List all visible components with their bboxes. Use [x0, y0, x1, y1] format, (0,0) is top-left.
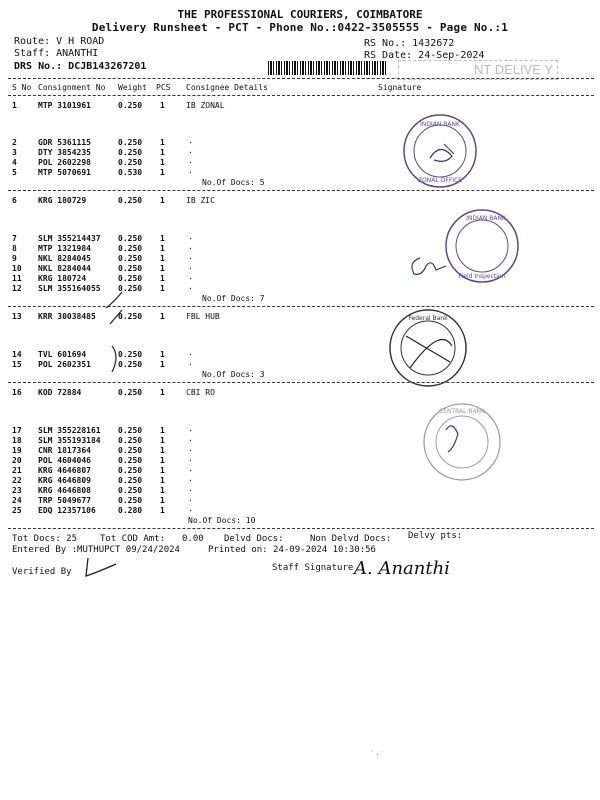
row-pcs: 1 — [160, 466, 165, 475]
row-sno: 9 — [12, 254, 17, 263]
row-mark: . — [188, 136, 193, 145]
row-pcs: 1 — [160, 486, 165, 495]
header-rule-top — [8, 78, 594, 79]
stamp-text-zonal-office: ZONAL OFFICE — [417, 177, 463, 184]
row-sno: 21 — [12, 466, 22, 475]
stamp-text-indian-bank-2: INDIAN BANK — [466, 215, 506, 222]
staff-label: Staff: ANANTHI — [14, 48, 99, 59]
row-sno: 3 — [12, 148, 17, 157]
row-consignment: SLM 355214437 — [38, 234, 101, 243]
row-consignment: SLM 355193184 — [38, 436, 101, 445]
row-pcs: 1 — [160, 506, 165, 515]
row-sno: 14 — [12, 350, 22, 359]
federal-bank-stamp — [380, 306, 480, 390]
consignee-name: FBL HUB — [186, 312, 220, 321]
row-consignment: EDQ 12357106 — [38, 506, 96, 515]
row-weight: 0.250 — [118, 234, 143, 243]
row-sno: 22 — [12, 476, 22, 485]
row-weight: 0.250 — [118, 284, 143, 293]
row-mark: . — [188, 474, 193, 483]
consignee-name: IB ZIC — [186, 196, 215, 205]
staff-handwritten-signature — [352, 552, 486, 582]
row-consignment: NKL 8284044 — [38, 264, 91, 273]
non-delivered-docs: Non Delvd Docs: — [310, 534, 392, 544]
docs-count: No.Of Docs: 5 — [202, 178, 265, 187]
staff-sign-name: A. Ananthi — [354, 558, 450, 579]
row-pcs: 1 — [160, 158, 165, 167]
row-sno: 12 — [12, 284, 22, 293]
stamp-text-federal-bank: Federal Bank — [408, 315, 448, 322]
row-pcs: 1 — [160, 264, 165, 273]
row-mark: . — [188, 464, 193, 473]
row-sno: 24 — [12, 496, 22, 505]
row-pcs: 1 — [160, 350, 165, 359]
row-sno: 8 — [12, 244, 17, 253]
row-weight: 0.250 — [118, 426, 143, 435]
printed-on: Printed on: 24-09-2024 10:30:56 — [208, 545, 376, 555]
row-sno: 7 — [12, 234, 17, 243]
row-sno: 18 — [12, 436, 22, 445]
verified-by: Verified By — [12, 567, 72, 577]
docs-count: No.Of Docs: 3 — [202, 370, 265, 379]
row-consignment: TRP 5049677 — [38, 496, 91, 505]
row-mark: . — [188, 358, 193, 367]
row-mark: . — [188, 232, 193, 241]
row-sno: 19 — [12, 446, 22, 455]
row-pcs: 1 — [160, 244, 165, 253]
row-pcs: 1 — [160, 426, 165, 435]
delivery-stamp-ghost: NT DELIVE Y — [398, 60, 558, 80]
row-consignment: POL 2602298 — [38, 158, 91, 167]
row-consignment: SLM 355164055 — [38, 284, 101, 293]
header-rule-bottom — [8, 95, 594, 96]
row-mark: . — [188, 504, 193, 513]
row-pcs: 1 — [160, 360, 165, 369]
row-weight: 0.250 — [118, 476, 143, 485]
delivery-points: Delvy pts: — [408, 531, 463, 541]
row-consignment: POL 4604046 — [38, 456, 91, 465]
col-weight: Weight — [118, 83, 147, 92]
row-sno: 16 — [12, 388, 22, 397]
row-weight: 0.250 — [118, 436, 143, 445]
field-signature — [406, 252, 450, 280]
row-sno: 17 — [12, 426, 22, 435]
row-consignment: KRG 4646808 — [38, 486, 91, 495]
row-weight: 0.250 — [118, 138, 143, 147]
indian-bank-zonal-stamp — [394, 112, 486, 190]
row-pcs: 1 — [160, 476, 165, 485]
row-weight: 0.250 — [118, 466, 143, 475]
docs-count: No.Of Docs: 7 — [202, 294, 265, 303]
row-consignment: SLM 355228161 — [38, 426, 101, 435]
row-consignment: POL 2602351 — [38, 360, 91, 369]
row-consignment: NKL 8284045 — [38, 254, 91, 263]
tick-mark — [108, 306, 126, 326]
row-pcs: 1 — [160, 168, 165, 177]
row-pcs: 1 — [160, 234, 165, 243]
row-mark: . — [188, 454, 193, 463]
rs-number: RS No.: 1432672 — [364, 38, 455, 49]
row-consignment: KRG 4646809 — [38, 476, 91, 485]
row-consignment: MTP 1321984 — [38, 244, 91, 253]
row-pcs: 1 — [160, 388, 165, 397]
row-pcs: 1 — [160, 148, 165, 157]
runsheet-subtitle: Delivery Runsheet - PCT - Phone No.:0422-3505555 - Page No.:1 — [91, 21, 509, 34]
verified-signature — [82, 556, 122, 582]
row-consignment: MTP 3101961 — [38, 101, 91, 110]
row-weight: 0.250 — [118, 312, 143, 321]
row-mark: . — [188, 166, 193, 175]
row-weight: 0.250 — [118, 264, 143, 273]
barcode — [268, 61, 388, 75]
row-pcs: 1 — [160, 101, 165, 110]
consignee-name: CBI RO — [186, 388, 215, 397]
row-pcs: 1 — [160, 138, 165, 147]
docs-count: No.Of Docs: 10 — [188, 516, 256, 525]
col-pcs: PCS — [156, 83, 171, 92]
entered-by: Entered By :MUTHUPCT 09/24/2024 — [12, 545, 180, 555]
row-mark: . — [188, 252, 193, 261]
central-bank-stamp — [416, 400, 508, 484]
row-pcs: 1 — [160, 446, 165, 455]
row-weight: 0.250 — [118, 496, 143, 505]
row-consignment: KRG 4646807 — [38, 466, 91, 475]
row-weight: 0.250 — [118, 148, 143, 157]
row-pcs: 1 — [160, 254, 165, 263]
total-cod-label: Tot COD Amt: — [100, 534, 166, 544]
row-mark: . — [188, 146, 193, 155]
row-pcs: 1 — [160, 284, 165, 293]
row-pcs: 1 — [160, 496, 165, 505]
row-pcs: 1 — [160, 274, 165, 283]
total-docs: Tot Docs: 25 — [12, 534, 78, 544]
company-title: THE PROFESSIONAL COURIERS, COIMBATORE — [177, 8, 423, 21]
row-sno: 25 — [12, 506, 22, 515]
row-consignment: GDR 5361115 — [38, 138, 91, 147]
row-weight: 0.530 — [118, 168, 143, 177]
row-sno: 11 — [12, 274, 22, 283]
row-weight: 0.250 — [118, 274, 143, 283]
row-mark: . — [188, 348, 193, 357]
stamp-text-indian-bank: INDIAN BANK — [420, 121, 460, 128]
row-weight: 0.250 — [118, 244, 143, 253]
col-consignee: Consignee Details — [186, 83, 268, 92]
col-signature: Signature — [378, 83, 422, 92]
stamp-text-central-bank: CENTRAL BANK — [438, 408, 486, 415]
row-sno: 15 — [12, 360, 22, 369]
row-weight: 0.250 — [118, 196, 143, 205]
row-weight: 0.250 — [118, 456, 143, 465]
row-mark: . — [188, 444, 193, 453]
row-weight: 0.250 — [118, 486, 143, 495]
delivered-docs: Delvd Docs: — [224, 534, 284, 544]
group-divider — [8, 382, 594, 383]
row-pcs: 1 — [160, 436, 165, 445]
row-consignment: DTY 3854235 — [38, 148, 91, 157]
row-consignment: CNR 1817364 — [38, 446, 91, 455]
group-divider — [8, 528, 594, 529]
row-mark: . — [188, 156, 193, 165]
group-divider — [8, 306, 594, 307]
row-sno: 4 — [12, 158, 17, 167]
row-consignment: MTP 5070691 — [38, 168, 91, 177]
row-sno: 20 — [12, 456, 22, 465]
row-mark: . — [188, 282, 193, 291]
row-sno: 1 — [12, 101, 17, 110]
col-sno: S No — [12, 83, 32, 92]
row-weight: 0.250 — [118, 446, 143, 455]
row-weight: 0.250 — [118, 101, 143, 110]
row-sno: 10 — [12, 264, 22, 273]
row-consignment: TVL 601694 — [38, 350, 87, 359]
row-mark: . — [188, 484, 193, 493]
row-pcs: 1 — [160, 312, 165, 321]
row-pcs: 1 — [160, 196, 165, 205]
row-weight: 0.250 — [118, 158, 143, 167]
row-sno: 5 — [12, 168, 17, 177]
row-weight: 0.250 — [118, 350, 143, 359]
group-divider — [8, 190, 594, 191]
row-weight: 0.250 — [118, 254, 143, 263]
col-consignment: Consignment No — [38, 83, 106, 92]
row-mark: . — [188, 242, 193, 251]
row-weight: 0.280 — [118, 506, 143, 515]
row-weight: 0.250 — [118, 360, 143, 369]
route-label: Route: V H ROAD — [14, 36, 105, 47]
stamp-text-field-inspection: Field Inspection — [458, 273, 506, 280]
row-consignment: KOD 72884 — [38, 388, 82, 397]
row-sno: 6 — [12, 196, 17, 205]
row-pcs: 1 — [160, 456, 165, 465]
rs-date: RS Date: 24-Sep-2024 — [364, 50, 485, 61]
row-consignment: KRG 180729 — [38, 196, 87, 205]
row-mark: . — [188, 434, 193, 443]
row-mark: . — [188, 272, 193, 281]
row-sno: 2 — [12, 138, 17, 147]
row-mark: . — [188, 262, 193, 271]
total-cod-value: 0.00 — [182, 534, 204, 544]
row-mark: . — [188, 494, 193, 503]
row-consignment: KRR 30038485 — [38, 312, 96, 321]
staff-signature-label: Staff Signature — [272, 563, 354, 573]
row-consignment: KRG 180724 — [38, 274, 87, 283]
row-weight: 0.250 — [118, 388, 143, 397]
drs-number: DRS No.: DCJB143267201 — [14, 61, 147, 72]
consignee-name: IB ZONAL — [186, 101, 225, 110]
row-sno: 13 — [12, 312, 22, 321]
scan-smudge: ˙·˙ — [370, 750, 385, 759]
row-mark: . — [188, 424, 193, 433]
bracket-mark — [106, 344, 128, 374]
row-sno: 23 — [12, 486, 22, 495]
